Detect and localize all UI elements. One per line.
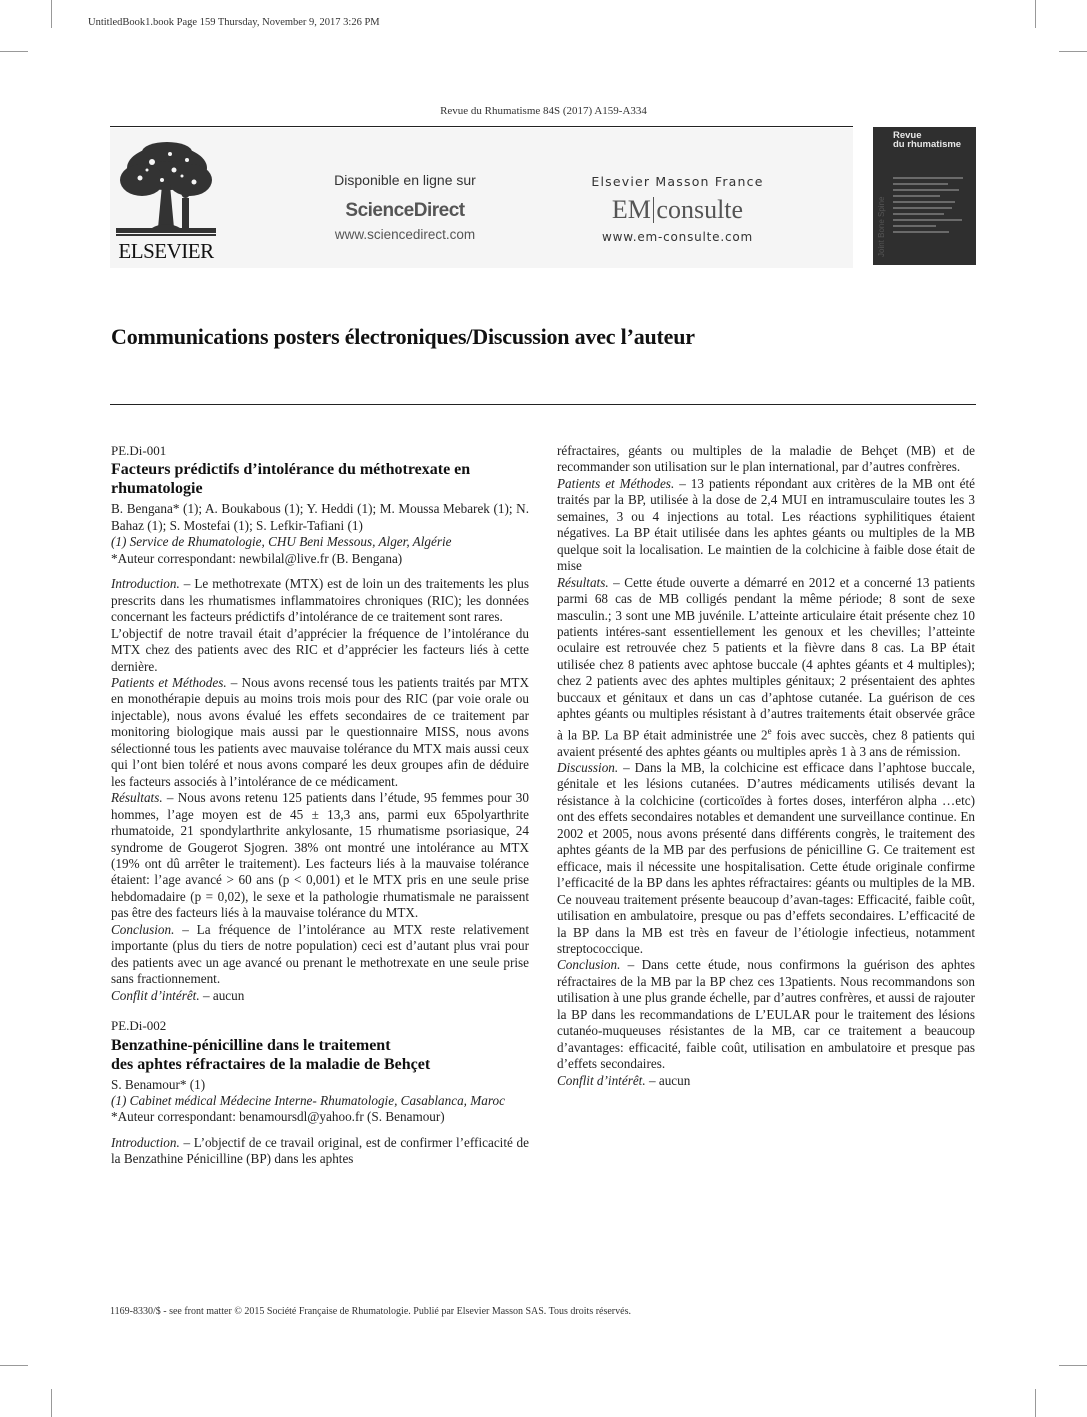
crop-mark	[0, 1365, 28, 1366]
abstract-title: Benzathine-pénicilline dans le traitement des aphtes réfractaires de la maladie de Behçet	[111, 1036, 431, 1073]
em-consulte-logo	[570, 195, 785, 225]
right-column	[557, 443, 975, 1089]
journal-reference: Revue du Rhumatisme 84S (2017) A159-A334	[440, 105, 647, 117]
copyright-footer: 1169-8330/$ - see front matter © 2015 Société Française de Rhumatologie. Publié par Elsevier Masson SAS. Tous droits réservés.	[110, 1306, 631, 1317]
left-column	[111, 443, 529, 1168]
page-title: Communications posters électroniques/Discussion avec l’auteur	[111, 324, 695, 349]
abstract-correspondent: *Auteur correspondant: newbilal@live.fr (B. Bengana)	[111, 550, 403, 566]
crop-mark	[1059, 1365, 1087, 1366]
abstract-affiliation: (1) Service de Rhumatologie, CHU Beni Messous, Alger, Algérie	[111, 534, 452, 550]
abstract-id: PE.Di-001	[111, 443, 167, 458]
abstract-objective: L’objectif de notre travail était d’apprécier la fréquence de l’intolérance du MTX chez des patients avec des RIC et d’apprécier les facteurs liés à cette dernière.	[111, 625, 529, 674]
abstract-results: Résultats. – Nous avons retenu 125 patients dans l’étude, 95 femmes pour 30 hommes, l’age moyen est de 45 ± 13,3 ans, parmi eux 65polyarthrite rhumatoide, 21 spondylarthrite ankylosante, 15 rhumatisme psoriasique, 24 syndrome de Gougerot Sjogren. 38% ont montré une intolérance au MTX (19% ont dû arrêter le traitement). Les facteurs liés à la mauvaise tolérance étaient: l’age avancé > 60 ans (p < 0,001) et le MTX pris en une seule prise hebdomadaire (p = 0,02), le sexe et la pathologie rhumatismale ne paraissent pas être des facteurs liés à la mauvaise tolérance du MTX.	[111, 790, 529, 921]
elsevier-tree-logo	[112, 140, 220, 240]
abstract-correspondent: *Auteur correspondant: benamoursdl@yahoo.fr (S. Benamour)	[111, 1109, 445, 1125]
abstract-authors: S. Benamour* (1)	[111, 1076, 206, 1092]
abstract-conclusion: Conclusion. – La fréquence de l’intolérance au MTX reste relativement importante (plus du tiers de notre population) ceci est d’autant plus vrai pour des patients avec un age avancé ou prenant le methotrexate en une seule prise sans fractionnement.	[111, 921, 529, 987]
title-rule	[110, 404, 976, 405]
abstract-conclusion: Conclusion. – Dans cette étude, nous confirmons la guérison des aphtes réfractaires de la MB par la BP chez ces 13patients. Nous recommandons son utilisation à une plus grande échelle, par d’autres confrères, et aussi de rajouter la BP dans les recommandations de L’EULAR pour le traitement des lésions cutanéo-muqueuses résistantes de la MB, car ce traitement a beaucoup d’avantages: efficacité, faible coût, utilisation en ambulatoire et presque pas d’effets secondaires.	[557, 957, 975, 1072]
abstract-methods: Patients et Méthodes. – Nous avons recensé tous les patients traités par MTX en monothérapie depuis au moins trois mois pour des RIC (par voie orale ou injectable), nous avons évalué les effets secondaires de ce traitement par monitoring biologique mais aussi par le questionnaire MISS, nous avons sélectionné tous les patients avec mauvaise tolérance du MTX mais aussi ceux qui l’ont bien toléré et nous avons comparé les deux groupes afin de déduire les facteurs associés à l’intolérance de ce médicament.	[111, 674, 530, 789]
sciencedirect-available-label: Disponible en ligne sur	[334, 172, 476, 188]
crop-mark	[51, 1389, 52, 1417]
journal-cover	[873, 127, 976, 265]
sciencedirect-url[interactable]: www.sciencedirect.com	[334, 227, 476, 242]
abstract-id: PE.Di-002	[111, 1018, 167, 1034]
em-logo-divider	[653, 197, 655, 223]
abstract-introduction: Introduction. – L’objectif de ce travail original, est de confirmer l’efficacité de la Benzathine Pénicilline (BP) dans les aphtes	[111, 1134, 529, 1167]
abstract-authors: B. Bengana* (1); A. Boukabous (1); Y. Heddi (1); M. Moussa Mebarek (1); N. Bahaz (1); S. Mostefai (1); S. Lefkir-Tafiani (1)	[111, 501, 529, 533]
print-info: UntitledBook1.book Page 159 Thursday, November 9, 2017 3:26 PM	[88, 17, 380, 28]
em-logo-left: EM	[611, 195, 651, 224]
em-logo-right: consulte	[656, 195, 744, 224]
header-top-rule	[110, 126, 853, 127]
cover-contents-lines	[893, 177, 971, 237]
abstract-title: Facteurs prédictifs d’intolérance du méthotrexate en rhumatologie	[111, 461, 471, 498]
em-consulte-url[interactable]: www.em-consulte.com	[601, 230, 754, 244]
abstract-methods: Patients et Méthodes. – 13 patients répondant aux critères de la MB ont été traités par la BP, utilisée à la dose de 2,4 MUI en intramusculaire toutes les 3 semaines, 3 ou 4 injections au total. Les réactions syphilitiques étaient négatives. La BP était utilisée dans les aphtes géants ou multiples de la MB quelque soit la localisation. Le maintien de la colchicine à faible dose était de mise	[557, 475, 975, 574]
abstract-introduction: Introduction. – Le methotrexate (MTX) est de loin un des traitements les plus prescrits dans les rhumatismes inflammatoires chroniques (RIC); les données concernant les facteurs prédictifs d’intolérance de ce traitement sont rares.	[111, 576, 529, 625]
crop-mark	[1059, 51, 1087, 52]
abstract-affiliation: (1) Cabinet médical Médecine Interne- Rhumatologie, Casablanca, Maroc	[111, 1092, 505, 1108]
crop-mark	[0, 51, 28, 52]
abstract-discussion: Discussion. – Dans la MB, la colchicine est efficace dans l’aphtose buccale, génitale et les lésions cutanées. D’autres médicaments utilisés devant la résistance à la colchicine (corticoïdes à fortes doses, interféron alpha …etc) ont des effets secondaires notables et demandent une surveillance continue. En 2002 et 2005, nous avons présenté dans différents congrès, le traitement des aphtes géants de la MB par des perfusions de pénicilline G. Ce traitement est efficace, mais il nécessite une hospitalisation. Cette étude originale confirme l’efficacité de la BP dans les aphtes réfractaires: géants ou multiples de la MB. Ce nouveau traitement présente beaucoup d’avan-tages: Efficacité, faible coût, utilisation en ambulatoire, presque ou pas d’effets secondaires. L’efficacité de la BP dans la MB est très en faveur de l’étiologie infectieus, notamment streptococcique.	[557, 760, 975, 956]
crop-mark	[1035, 0, 1036, 28]
em-publisher-label: Elsevier Masson France	[591, 174, 764, 189]
cover-side-title: Joint Bone Spine	[877, 196, 886, 257]
elsevier-wordmark: ELSEVIER	[118, 239, 214, 263]
crop-mark	[1035, 1389, 1036, 1417]
abstract-conflict: Conflit d’intérêt. – aucun	[557, 1072, 691, 1088]
abstract-introduction-continued: réfractaires, géants ou multiples de la maladie de Behçet (MB) et de recommander son utilisation sur le plan international, par d’autres confrères.	[557, 443, 975, 475]
crop-mark	[51, 0, 52, 28]
sciencedirect-logo: ScienceDirect	[345, 200, 465, 221]
cover-title: Revue du rhumatisme	[893, 130, 962, 150]
abstract-results: Résultats. – Cette étude ouverte a démarré en 2012 et a concerné 13 patients parmi 68 cas de MB colligés pendant la même période; 8 sont de sexe masculin.; 3 sont une MB juvénile. L’atteinte articulaire était présente chez 10 patients intéres-sant essentiellement les genoux et les chevilles; l’atteinte oculaire est retrouvée chez 5 patients et la fièvre dans 8 cas. La BP était utilisée chez 8 patients avec aphtose buccale (4 aphtes géants et 4 multiples); chez 2 patients avec des aphtes multiples génitaux; 2 présentaient des aphtes buccaux et génitaux et dans un cas d’aphtose cutanée. La guérison de ces aphtes géants ou multiples résistant à d’autres traitements était observée grâce à la BP. La BP était administrée une 2e fois avec succès, chez 8 patients qui avaient présenté des aphtes géants ou multiples après 1 à 3 ans de rémission.	[557, 574, 976, 759]
abstract-conflict: Conflit d’intérêt. – aucun	[111, 987, 245, 1003]
